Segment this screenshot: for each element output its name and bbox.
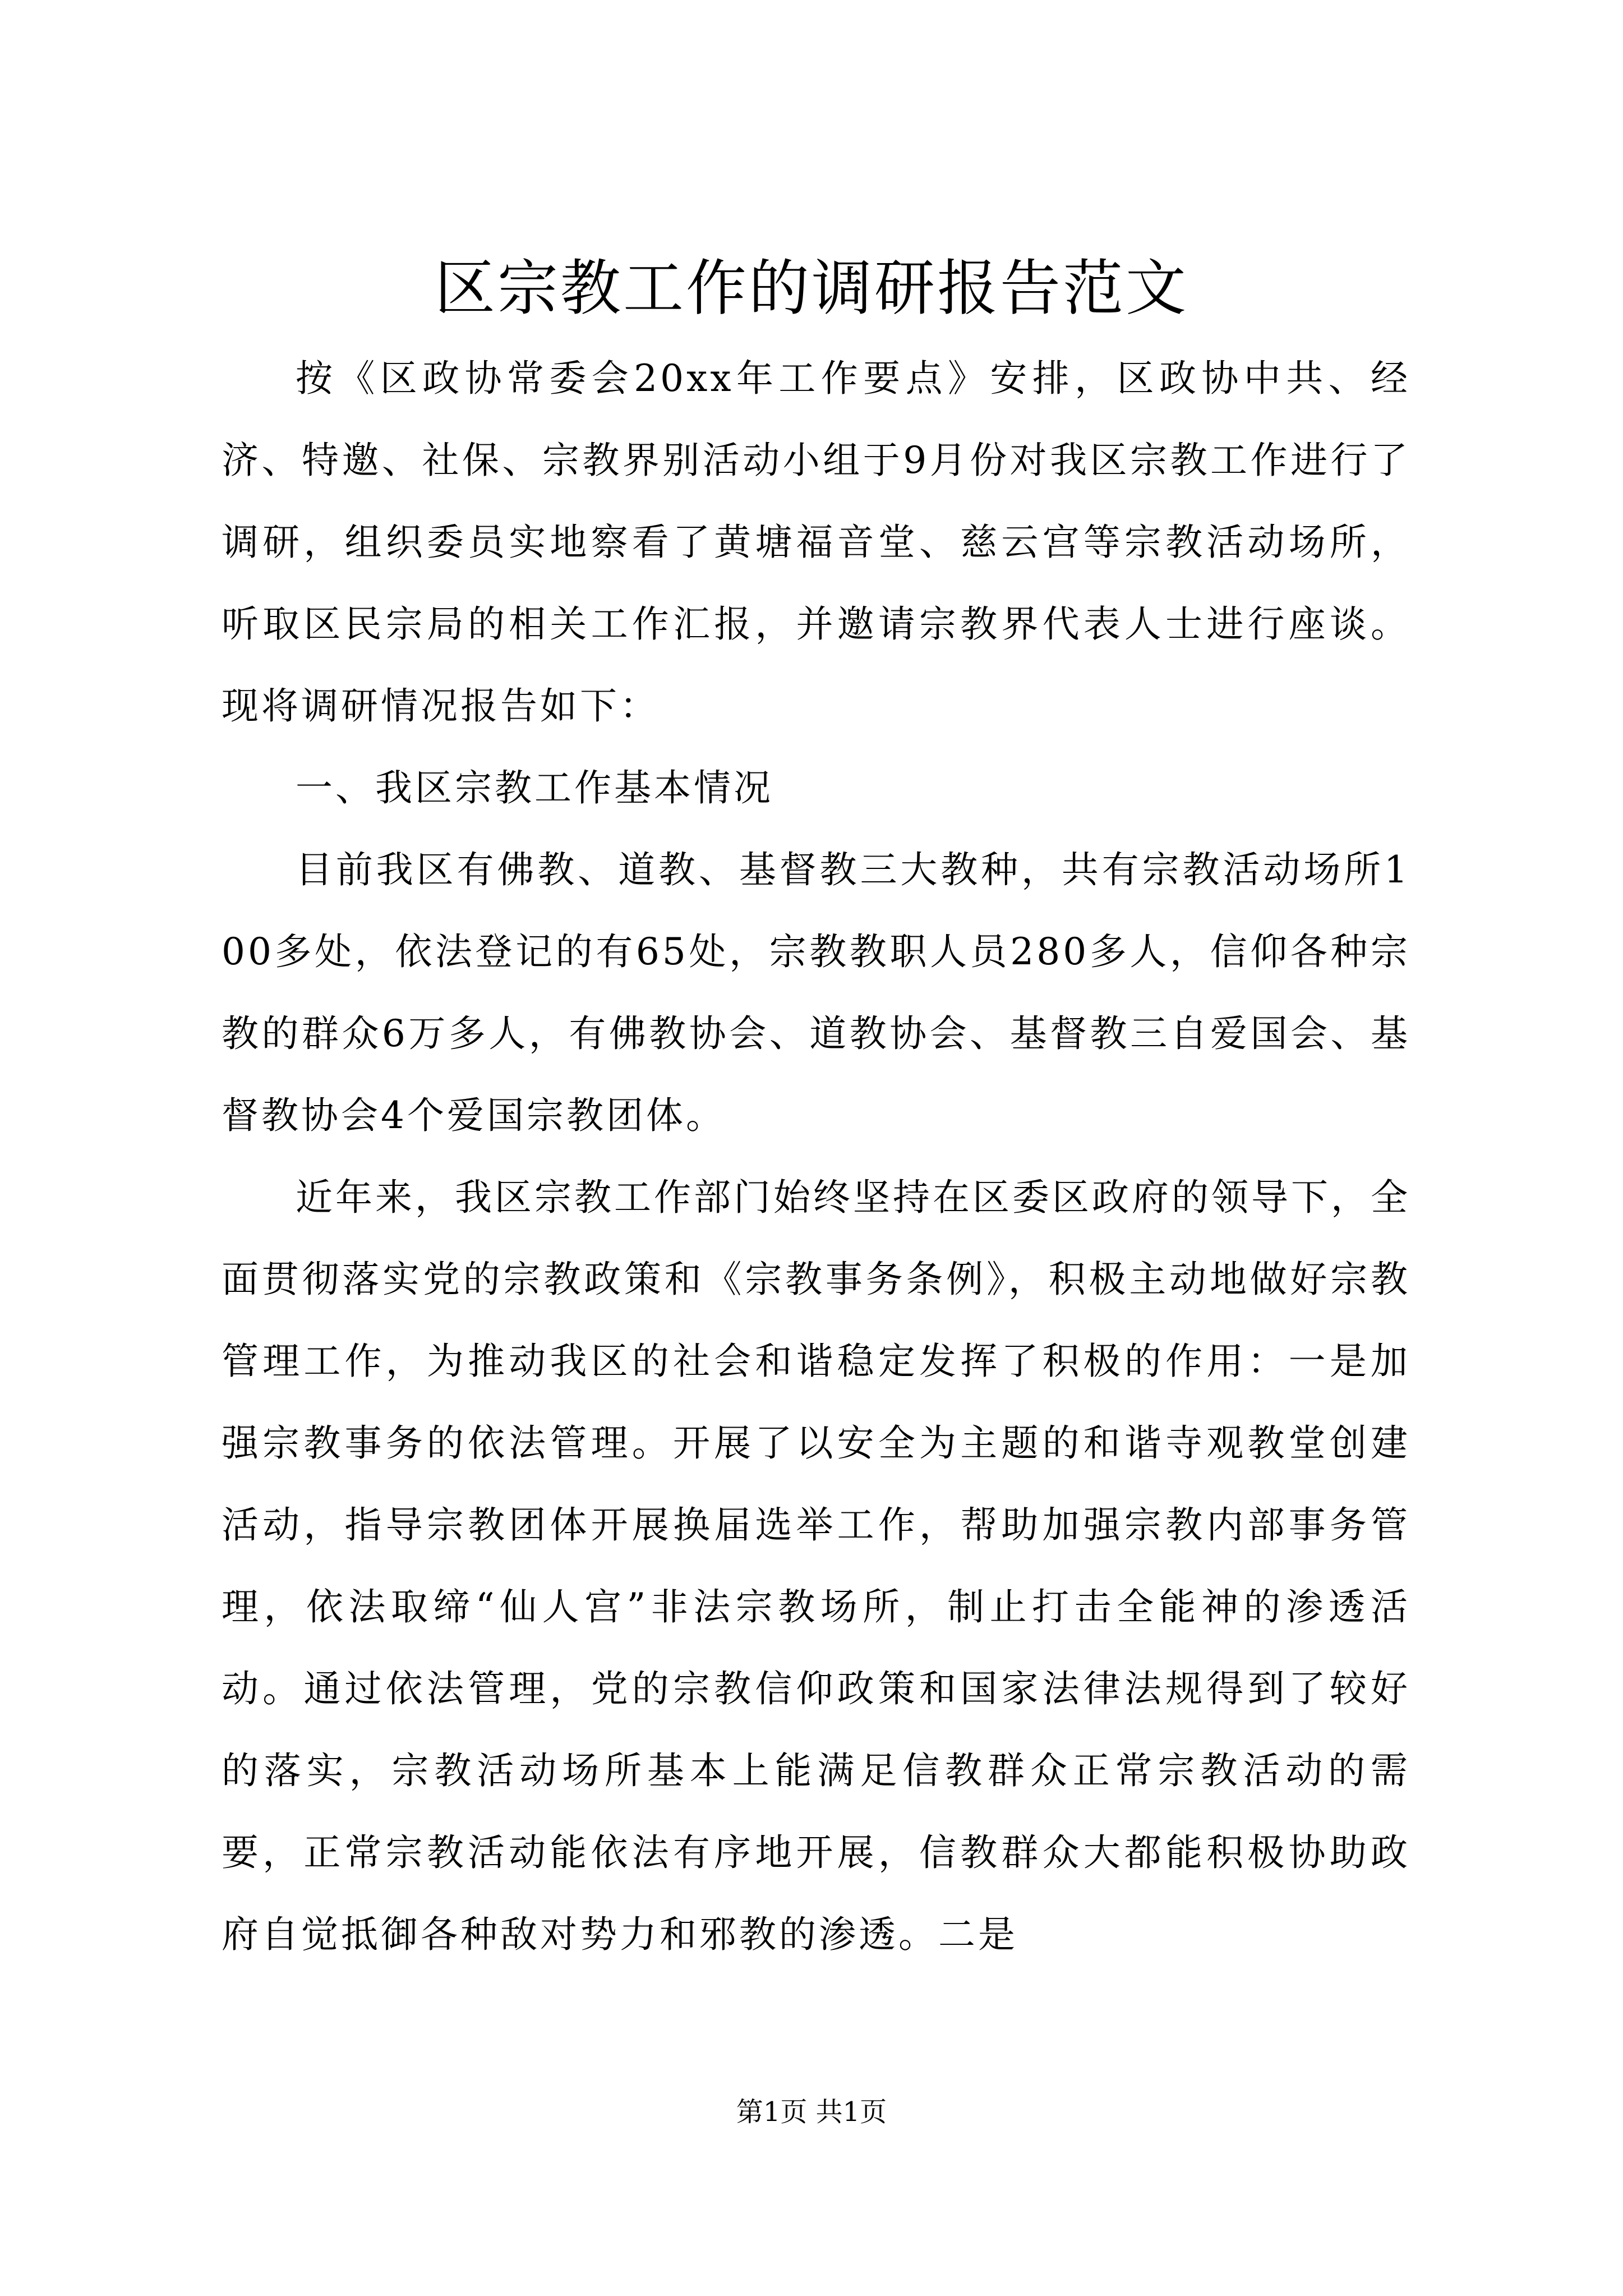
paragraph-intro: 按《区政协常委会20xx年工作要点》安排，区政协中共、经济、特邀、社保、宗教界别活动小组于9月份对我区宗教工作进行了调研，组织委员实地察看了黄塘福音堂、慈云宫等宗教活动场所，听取区民宗局的相关工作汇报，并邀请宗教界代表人士进行座谈。现将调研情况报告如下： [222, 357, 1410, 728]
section-heading-1: 一、我区宗教工作基本情况 [296, 766, 773, 809]
page-footer: 第1页 共1页 [736, 2096, 887, 2128]
document-body [222, 338, 1410, 1976]
paragraph-recent-work: 近年来，我区宗教工作部门始终坚持在区委区政府的领导下，全面贯彻落实党的宗教政策和《宗教事务条例》，积极主动地做好宗教管理工作，为推动我区的社会和谐稳定发挥了积极的作用：一是加强宗教事务的依法管理。开展了以安全为主题的和谐寺观教堂创建活动，指导宗教团体开展换届选举工作，帮助加强宗教内部事务管理，依法取缔“仙人宫”非法宗教场所，制止打击全能神的渗透活动。通过依法管理，党的宗教信仰政策和国家法律法规得到了较好的落实，宗教活动场所基本上能满足信教群众正常宗教活动的需要，正常宗教活动能依法有序地开展，信教群众大都能积极协助政府自觉抵御各种敌对势力和邪教的渗透。二是 [222, 1176, 1410, 1956]
document-title: 区宗教工作的调研报告范文 [434, 254, 1188, 324]
paragraph-basic-situation: 目前我区有佛教、道教、基督教三大教种，共有宗教活动场所100多处，依法登记的有65处，宗教教职人员280多人，信仰各种宗教的群众6万多人，有佛教协会、道教协会、基督教三自爱国会、基督教协会4个爱国宗教团体。 [222, 848, 1410, 1137]
